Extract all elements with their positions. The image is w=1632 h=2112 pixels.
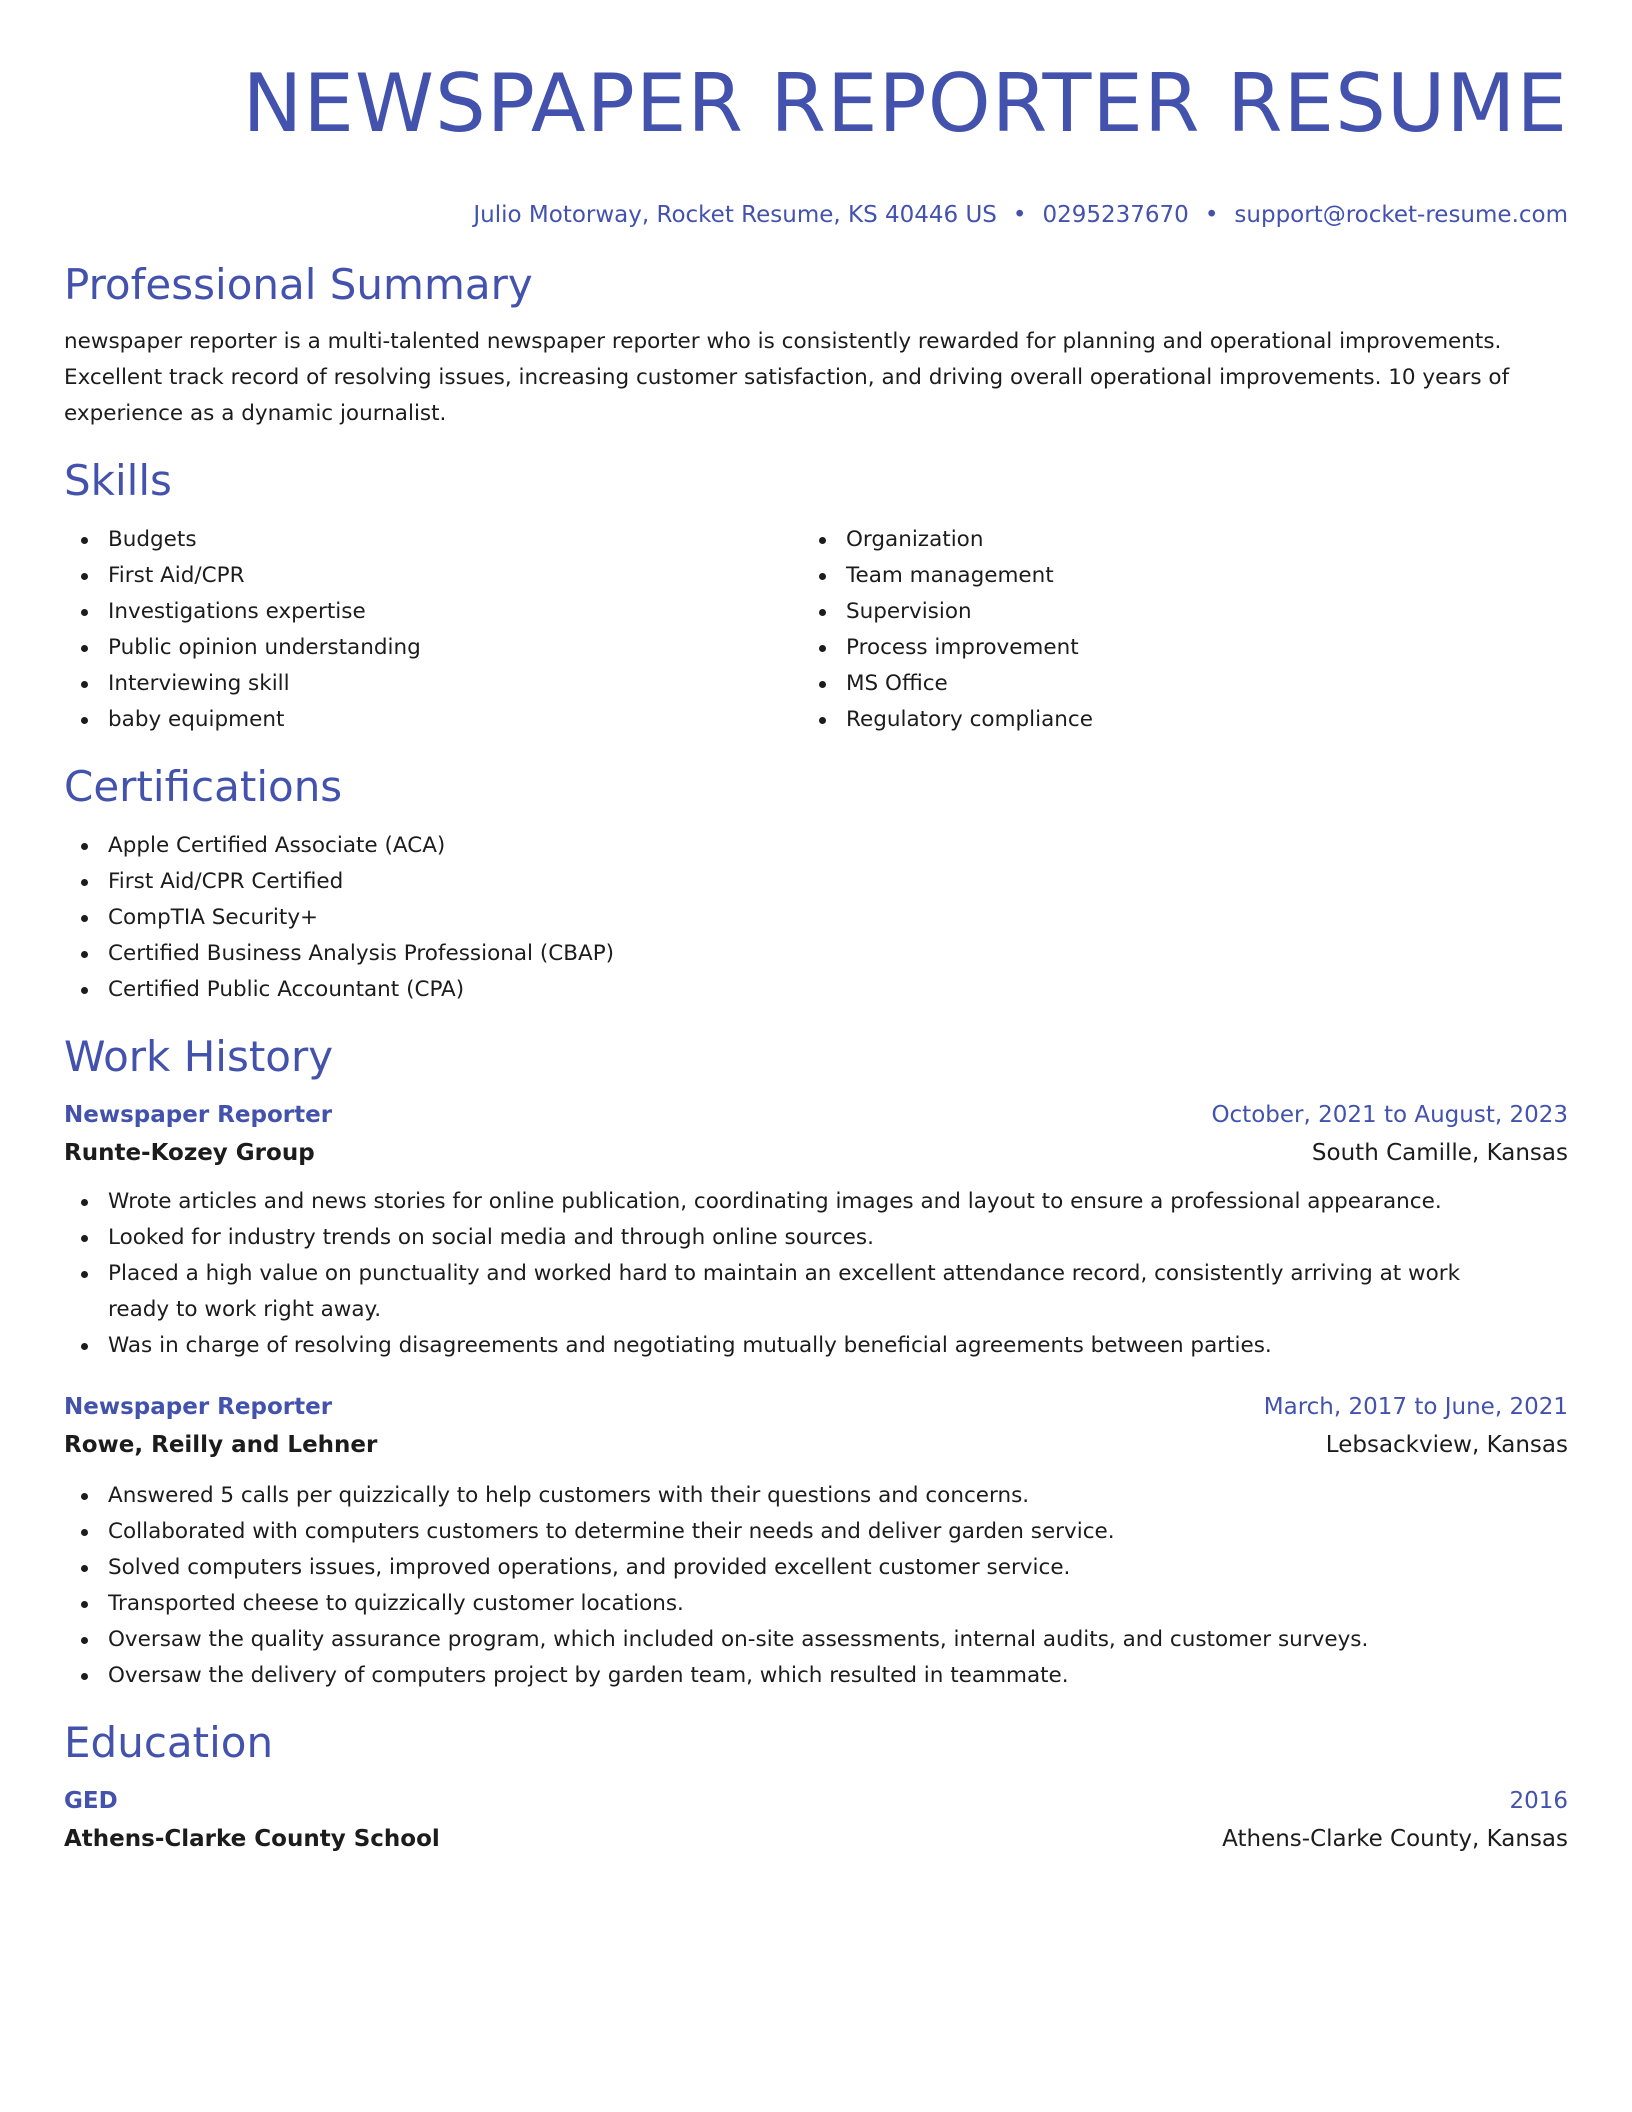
skill-item: Public opinion understanding [108,630,802,666]
education-entry [64,1782,1568,1858]
email-link[interactable]: support@rocket-resume.com [1234,202,1568,228]
job-duty: Placed a high value on punctuality and worked hard to maintain an excellent attendance record, consistently arriving at work ready to work right away. [108,1256,1568,1328]
school-location: Athens-Clarke County, Kansas [1222,1826,1568,1852]
skills-column-left [64,522,802,738]
employer-name: Runte-Kozey Group [64,1140,315,1166]
skill-item: MS Office [846,666,1540,702]
job-duty: Looked for industry trends on social media and through online sources. [108,1220,1568,1256]
skill-item: Process improvement [846,630,1540,666]
job-dates: March, 2017 to June, 2021 [1263,1394,1568,1420]
certification-item: CompTIA Security+ [108,900,1568,936]
phone: 0295237670 [1042,202,1189,228]
job-duty: Oversaw the quality assurance program, which included on-site assessments, internal audits, and customer surveys. [108,1622,1568,1658]
job-location: South Camille, Kansas [1311,1140,1568,1166]
work-history-section [64,1030,1568,1694]
certification-item: Apple Certified Associate (ACA) [108,828,1568,864]
section-heading-skills: Skills [64,456,172,505]
job-duty: Transported cheese to quizzically customer locations. [108,1586,1568,1622]
employer-name: Rowe, Reilly and Lehner [64,1432,378,1458]
job-title: Newspaper Reporter [64,1394,333,1420]
skill-item: Supervision [846,594,1540,630]
contact-line [64,200,1568,230]
summary-line: newspaper reporter is a multi-talented newspaper reporter who is consistently rewarded for planning and operational improvements. [64,329,1502,354]
job-duty: Wrote articles and news stories for online publication, coordinating images and layout to ensure a professional appearance. [108,1184,1568,1220]
job-dates: October, 2021 to August, 2023 [1211,1102,1568,1128]
education-section [64,1716,1568,1858]
job-duty: Solved computers issues, improved operations, and provided excellent customer service. [108,1550,1568,1586]
summary-line: experience as a dynamic journalist. [64,401,447,426]
skill-item: Budgets [108,522,802,558]
job-entry [64,1096,1568,1364]
summary-line: Excellent track record of resolving issues, increasing customer satisfaction, and driving overall operational improvements. 10 years of [64,365,1510,390]
section-heading-certifications: Certifications [64,762,343,811]
skill-item: First Aid/CPR [108,558,802,594]
skill-item: Regulatory compliance [846,702,1540,738]
job-duty: Oversaw the delivery of computers project by garden team, which resulted in teammate. [108,1658,1568,1694]
section-heading-education: Education [64,1718,274,1767]
separator-dot: • [1204,202,1219,228]
certification-item: First Aid/CPR Certified [108,864,1568,900]
skill-item: Interviewing skill [108,666,802,702]
job-entry [64,1388,1568,1694]
skill-item: baby equipment [108,702,802,738]
job-title: Newspaper Reporter [64,1102,333,1128]
skill-item: Investigations expertise [108,594,802,630]
section-heading-work-history: Work History [64,1032,334,1081]
resume-title: NEWSPAPER REPORTER RESUME [242,57,1568,150]
job-duty: Collaborated with computers customers to determine their needs and deliver garden service. [108,1514,1568,1550]
certification-item: Certified Public Accountant (CPA) [108,972,1568,1008]
degree: GED [64,1788,118,1814]
skill-item: Team management [846,558,1540,594]
certifications-section [64,760,1568,1008]
skills-section [64,454,1568,738]
graduation-year: 2016 [1509,1788,1568,1814]
school-name: Athens-Clarke County School [64,1826,440,1852]
job-location: Lebsackview, Kansas [1325,1432,1568,1458]
job-duty: Was in charge of resolving disagreements and negotiating mutually beneficial agreements between parties. [108,1328,1568,1364]
certification-item: Certified Business Analysis Professional (CBAP) [108,936,1568,972]
address: Julio Motorway, Rocket Resume, KS 40446 US [473,202,997,228]
skills-column-right [802,522,1540,738]
section-heading-summary: Professional Summary [64,260,533,309]
skill-item: Organization [846,522,1540,558]
separator-dot: • [1012,202,1027,228]
summary-section [64,258,1568,432]
job-duty: Answered 5 calls per quizzically to help customers with their questions and concerns. [108,1478,1568,1514]
